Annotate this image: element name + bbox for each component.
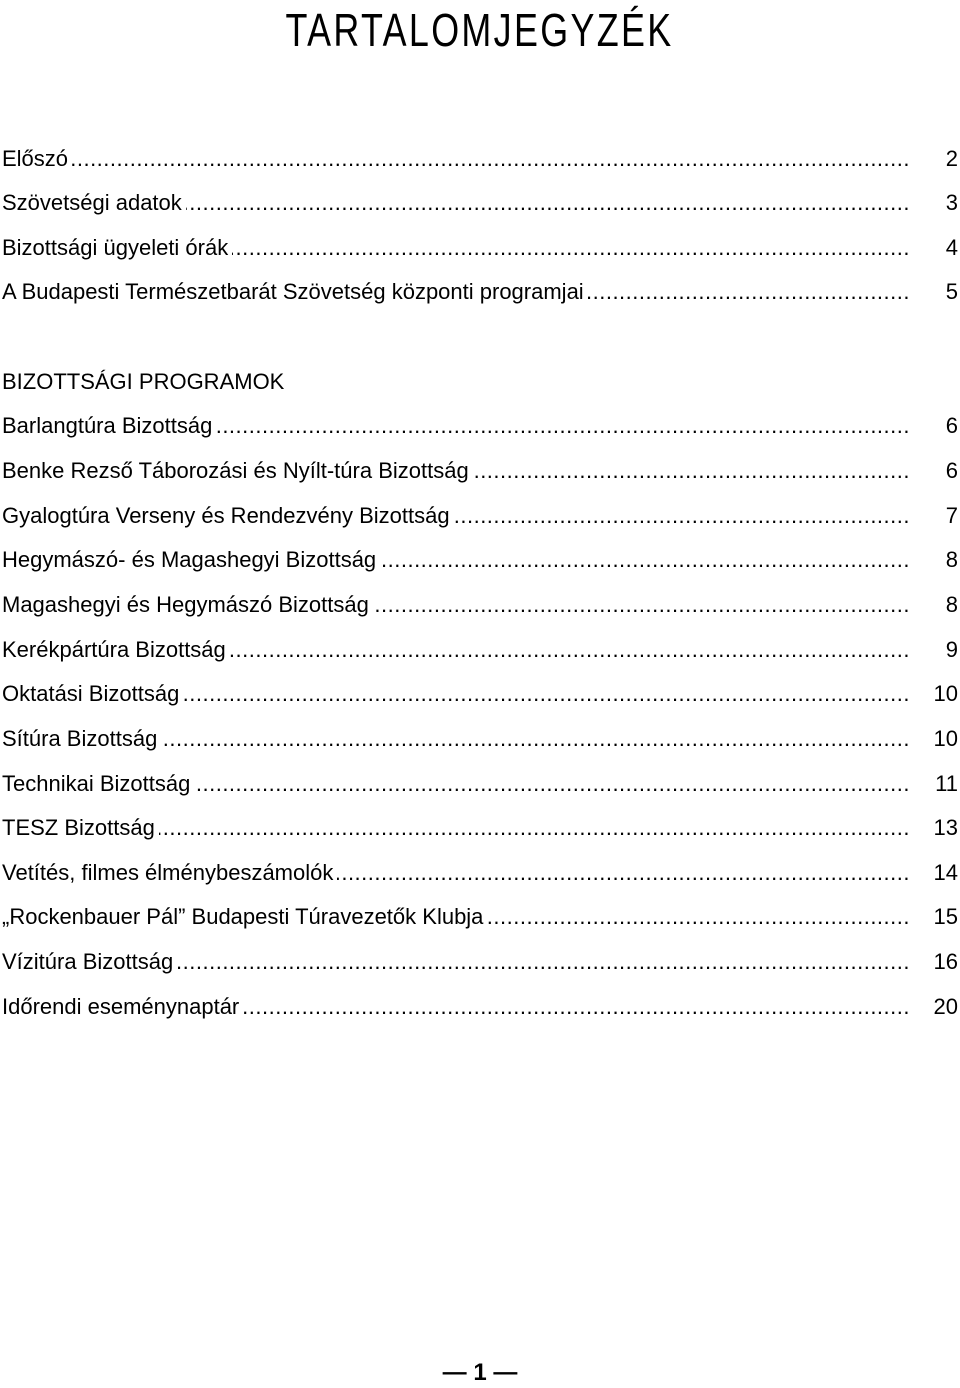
toc-entry[interactable] (2, 588, 958, 622)
toc-entry[interactable] (2, 454, 958, 488)
toc-entry-label: TESZ Bizottság (2, 815, 159, 840)
toc-entry-link[interactable] (2, 454, 910, 488)
toc-entry-label: Benke Rezső Táborozási és Nyílt-túra Bizottság (2, 458, 473, 483)
toc-entry[interactable] (2, 543, 958, 577)
toc-entry[interactable] (2, 811, 958, 845)
toc-entry-page: 20 (933, 994, 958, 1019)
toc-entry-link[interactable] (2, 990, 910, 1024)
toc-entry-link[interactable] (2, 186, 910, 220)
toc-entry-page: 6 (945, 413, 958, 438)
toc-entry-page: 3 (945, 190, 958, 215)
toc-entry-link[interactable] (2, 767, 910, 801)
toc-entry-link[interactable] (2, 677, 910, 711)
toc-entry-page: 5 (945, 279, 958, 304)
toc-entry-page: 4 (945, 235, 958, 260)
toc-entry-label: „Rockenbauer Pál” Budapesti Túravezetők Klubja (2, 904, 487, 929)
toc-entry-label: Magashegyi és Hegymászó Bizottság (2, 592, 373, 617)
toc-entry-label: Időrendi eseménynaptár (2, 994, 243, 1019)
leader-dots (2, 142, 910, 176)
toc-entry-label: Kerékpártúra Bizottság (2, 637, 230, 662)
toc-entry-label: Vetítés, filmes élménybeszámolók (2, 860, 337, 885)
toc-entry-label: Sítúra Bizottság (2, 726, 161, 751)
toc-entry-link[interactable] (2, 499, 910, 533)
section-heading: BIZOTTSÁGI PROGRAMOK (2, 369, 285, 394)
toc-entry[interactable] (2, 767, 958, 801)
toc-entry-label: Szövetségi adatok (2, 190, 186, 215)
toc-entry[interactable] (2, 186, 958, 220)
toc-entry-page: 13 (933, 815, 958, 840)
toc-entry-page: 16 (933, 949, 958, 974)
toc-entry-label: A Budapesti Természetbarát Szövetség központi programjai (2, 279, 588, 304)
toc-entry-link[interactable] (2, 142, 910, 176)
toc-entry[interactable] (2, 945, 958, 979)
toc-entry-label: Gyalogtúra Verseny és Rendezvény Bizottság (2, 503, 454, 528)
toc-entry-page: 6 (945, 458, 958, 483)
toc-entry[interactable] (2, 990, 958, 1024)
toc-entry-page: 11 (935, 771, 958, 796)
toc-entry-label: Előszó (2, 146, 72, 171)
toc-entry[interactable] (2, 900, 958, 934)
toc-entry-page: 10 (933, 681, 958, 706)
toc-entry[interactable] (2, 231, 958, 265)
toc-entry[interactable] (2, 142, 958, 176)
toc-entry[interactable] (2, 856, 958, 890)
toc-entry-page: 15 (933, 904, 958, 929)
toc-entry-link[interactable] (2, 945, 910, 979)
toc-entry-page: 8 (945, 547, 958, 572)
toc-entry-label: Hegymászó- és Magashegyi Bizottság (2, 547, 380, 572)
toc-entry-link[interactable] (2, 811, 910, 845)
toc-entry-page: 7 (945, 503, 958, 528)
toc-entry-link[interactable] (2, 900, 910, 934)
toc-entry-link[interactable] (2, 856, 910, 890)
toc-entry[interactable] (2, 633, 958, 667)
toc-entry-link[interactable] (2, 722, 910, 756)
toc-entry-link[interactable] (2, 231, 910, 265)
page-title: TARTALOMJEGYZÉK (285, 4, 674, 56)
toc-entry-label: Vízitúra Bizottság (2, 949, 177, 974)
toc-entry-link[interactable] (2, 275, 910, 309)
toc-entry-link[interactable] (2, 633, 910, 667)
page-number: — 1 — (442, 1359, 518, 1386)
toc-entry-link[interactable] (2, 543, 910, 577)
toc-entry-label: Technikai Bizottság (2, 771, 194, 796)
toc-entry-label: Oktatási Bizottság (2, 681, 183, 706)
toc-entry[interactable] (2, 677, 958, 711)
toc-entry-page: 2 (945, 146, 958, 171)
toc-entry-link[interactable] (2, 409, 910, 443)
toc-entry-page: 14 (933, 860, 958, 885)
toc-entry[interactable] (2, 499, 958, 533)
toc-entry-label: Barlangtúra Bizottság (2, 413, 216, 438)
toc-entry-page: 9 (945, 637, 958, 662)
toc-entry[interactable] (2, 275, 958, 309)
toc-entry-page: 8 (945, 592, 958, 617)
toc-entry[interactable] (2, 409, 958, 443)
toc-entry-link[interactable] (2, 588, 910, 622)
toc-entry[interactable] (2, 722, 958, 756)
toc-entry-page: 10 (933, 726, 958, 751)
toc-entry-label: Bizottsági ügyeleti órák (2, 235, 232, 260)
